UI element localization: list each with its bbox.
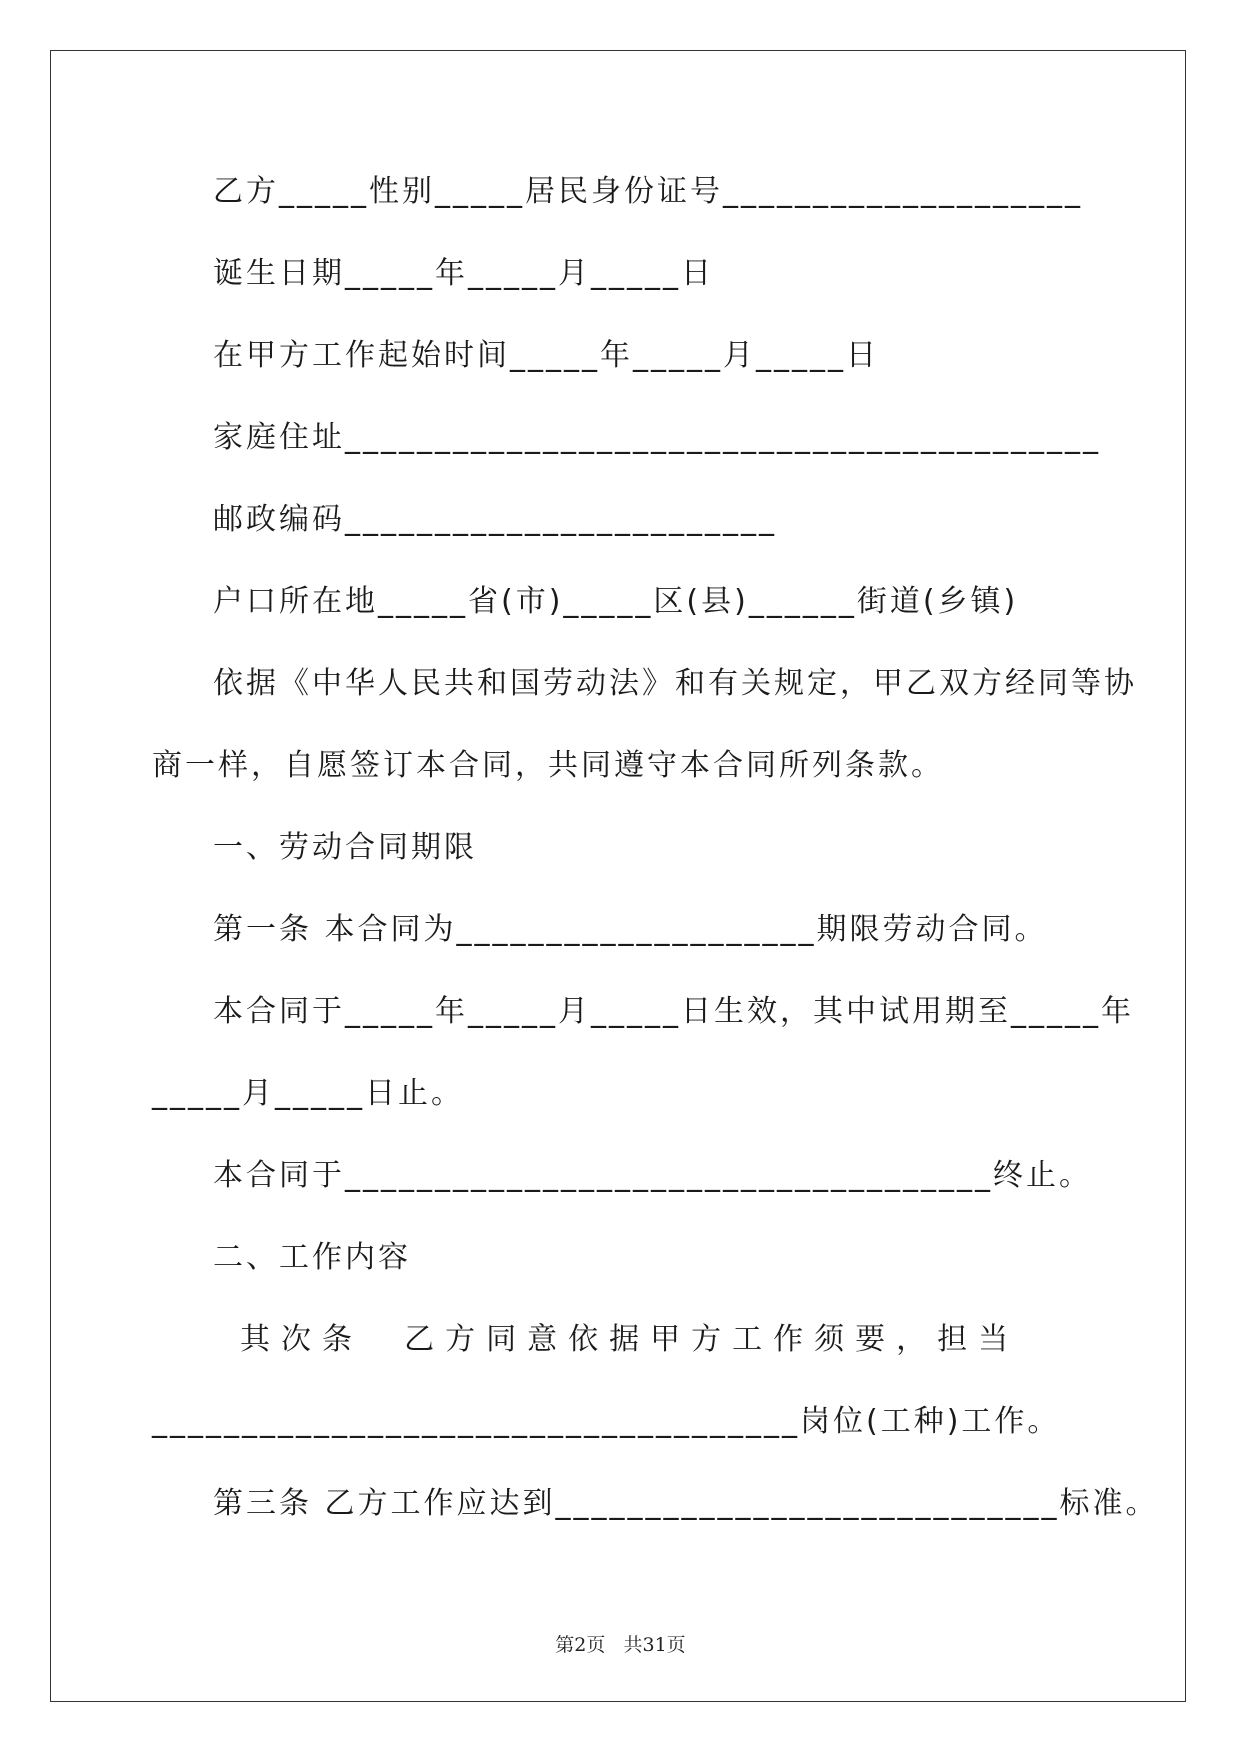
effective-date-line-1: 本合同于_____年_____月_____日生效，其中试用期至_____年 [213, 994, 1134, 1029]
employment-start-line: 在甲方工作起始时间_____年_____月_____日 [213, 338, 879, 373]
birth-date-line: 诞生日期_____年_____月_____日 [213, 256, 714, 291]
page-number-footer: 第2页 共31页 [555, 1634, 686, 1656]
preamble-paragraph-line-2: 商一样，自愿签订本合同，共同遵守本合同所列条款。 [152, 748, 944, 783]
effective-date-line-2: _____月_____日止。 [152, 1076, 464, 1111]
section-heading-contract-term: 一、劳动合同期限 [213, 830, 477, 865]
household-registration-line: 户口所在地_____省(市)_____区(县)______街道(乡镇) [213, 584, 1019, 619]
article-3-line: 第三条 乙方工作应达到____________________________标准。 [213, 1486, 1159, 1521]
section-heading-work-content: 二、工作内容 [213, 1240, 411, 1275]
article-2-line-2: ____________________________________岗位(工种)工作。 [152, 1404, 1061, 1439]
page-border [50, 50, 1186, 1702]
termination-line: 本合同于____________________________________终止。 [213, 1158, 1092, 1193]
article-1-line: 第一条 本合同为____________________期限劳动合同。 [213, 912, 1048, 947]
article-2-line-1: 其次条 乙方同意依据甲方工作须要，担当 [240, 1322, 1020, 1357]
home-address-line: 家庭住址__________________________________________ [213, 420, 1101, 455]
postal-code-line: 邮政编码________________________ [213, 502, 777, 537]
preamble-paragraph-line-1: 依据《中华人民共和国劳动法》和有关规定，甲乙双方经同等协 [213, 666, 1137, 701]
party-b-info-line: 乙方_____性别_____居民身份证号____________________ [213, 174, 1083, 209]
